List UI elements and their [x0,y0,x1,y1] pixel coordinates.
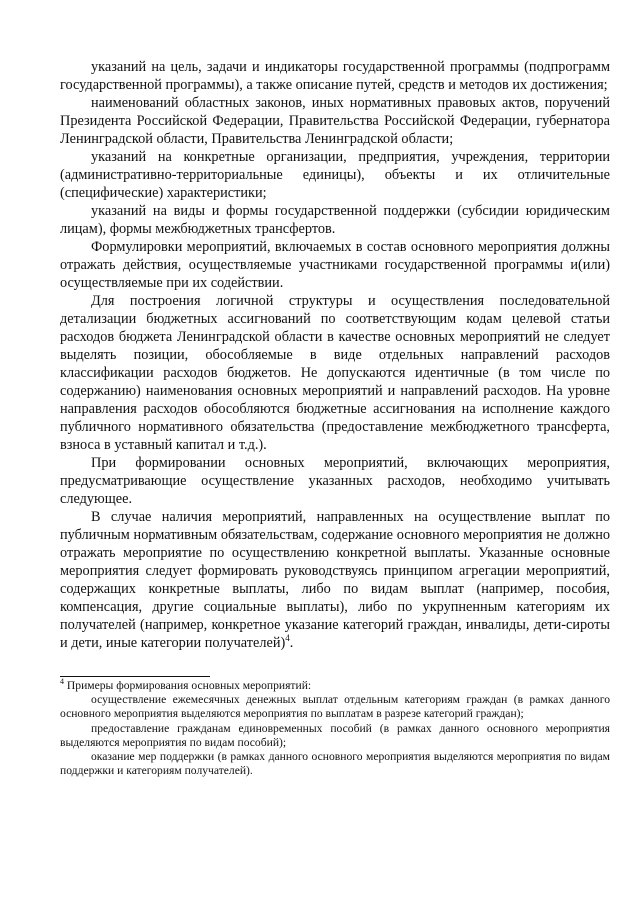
footnote-item-3: оказание мер поддержки (в рамках данного основного мероприятия выделяются мероприятия по видам поддержки и категориям получателей). [60,750,610,778]
paragraph-2: наименований областных законов, иных нормативных правовых актов, поручений Президента Российской Федерации, Правительства Российской Федерации, губернатора Ленинградской области, Правительства Ленинградской области; [60,95,610,147]
paragraph-4: указаний на виды и формы государственной поддержки (субсидии юридическим лицам), формы межбюджетных трансфертов. [60,203,610,237]
footnote-marker: 4 [60,677,64,687]
main-text [60,58,610,652]
paragraph-7: При формировании основных мероприятий, включающих мероприятия, предусматривающие осуществление указанных расходов, необходимо учитывать следующее. [60,455,610,507]
footnote-4 [60,679,610,693]
paragraph-8 [60,508,610,652]
paragraph-3: указаний на конкретные организации, предприятия, учреждения, территории (административно-территориальные единицы), объекты и их отличительные (специфические) характеристики; [60,149,610,201]
paragraph-8-text: В случае наличия мероприятий, направленных на осуществление выплат по публичным нормативным обязательствам, содержание основного мероприятия не должно отражать мероприятие по осуществлению конкретной выплаты. Указанные основные мероприятия следует формировать руководствуясь принципом агрегации мероприятий, содержащих конкретные выплаты, либо по видам выплат (например, пособия, компенсация, другие социальные выплаты), либо по укрупненным категориям их получателей (например, конкретное указание категорий граждан, инвалиды, дети-сироты и дети, иные категории получателей) [60,509,610,651]
footnotes [60,679,610,778]
paragraph-5: Формулировки мероприятий, включаемых в состав основного мероприятия должны отражать действия, осуществляемые участниками государственной программы и(или) осуществляемые при их содействии. [60,239,610,291]
footnote-item-2: предоставление гражданам единовременных пособий (в рамках данного основного мероприятия выделяются мероприятия по видам пособий); [60,721,610,749]
paragraph-6: Для построения логичной структуры и осуществления последовательной детализации бюджетных ассигнований по соответствующим кодам целевой статьи расходов бюджета Ленинградской области в качестве основных мероприятий не следует выделять позиции, обособляемые в виде отдельных направлений расходов классификации расходов бюджетов. Не допускаются идентичные (в том числе по содержанию) наименования основных мероприятий и направлений расходов. На уровне направления расходов обособляются бюджетные ассигнования на исполнение каждого публичного нормативного обязательства (предоставление межбюджетного трансферта, взноса в уставный капитал и т.д.). [60,293,610,453]
document-page [60,58,610,778]
paragraph-1: указаний на цель, задачи и индикаторы государственной программы (подпрограмм государственной программы), а также описание путей, средств и методов их достижения; [60,59,610,93]
footnote-separator [60,676,210,677]
footnote-item-1: осуществление ежемесячных денежных выплат отдельным категориям граждан (в рамках данного основного мероприятия выделяются мероприятия по выплатам в разрезе категорий граждан); [60,693,610,721]
footnote-reference[interactable]: 4 [285,633,290,644]
footnote-heading: Примеры формирования основных мероприятий: [64,679,312,692]
paragraph-8-end: . [289,635,294,651]
